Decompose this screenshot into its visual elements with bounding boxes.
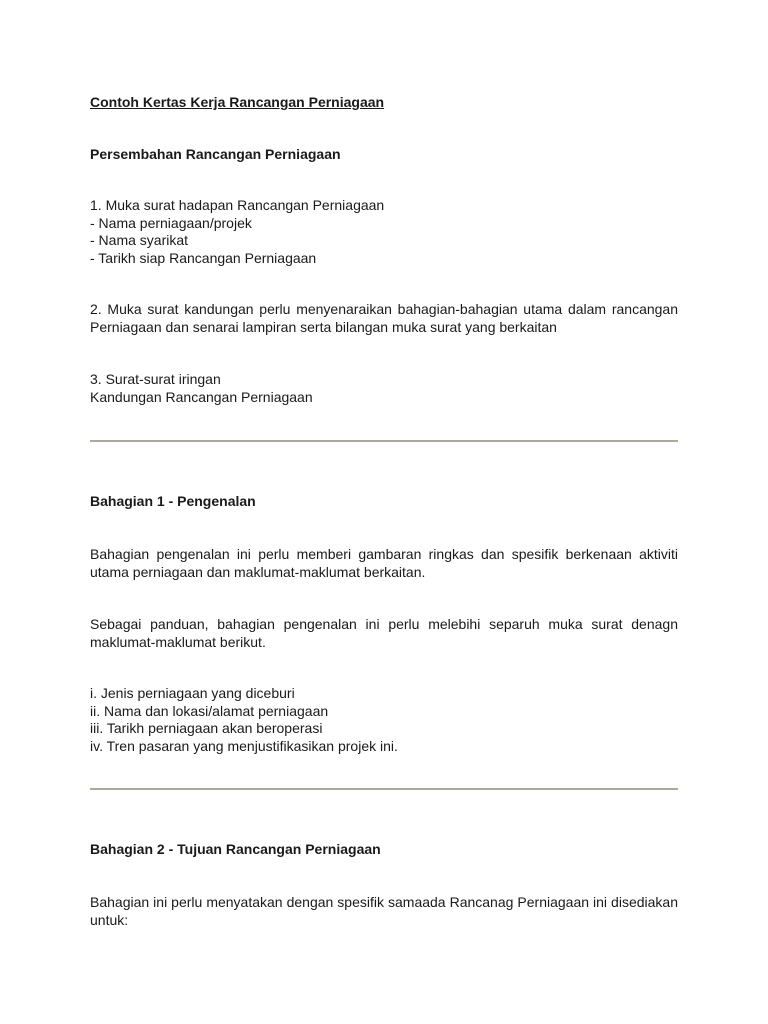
front-page-item-title: 1. Muka surat hadapan Rancangan Perniagaan [90, 197, 385, 213]
section-divider [90, 440, 678, 442]
cover-letters-title: 3. Surat-surat iringan [90, 371, 221, 387]
document-title: Contoh Kertas Kerja Rancangan Perniagaan [90, 94, 385, 110]
front-page-bullet: - Nama perniagaan/projek [90, 214, 252, 231]
section1-paragraph: Bahagian pengenalan ini perlu memberi gambaran ringkas dan spesifik berkenaan aktiviti utama perniagaan dan maklumat-maklumat berkaitan. [90, 546, 678, 580]
presentation-heading: Persembahan Rancangan Perniagaan [90, 146, 341, 162]
section1-heading: Bahagian 1 - Pengenalan [90, 493, 256, 509]
section2-heading: Bahagian 2 - Tujuan Rancangan Perniagaan [90, 841, 381, 857]
list-item: i. Jenis perniagaan yang diceburi [90, 685, 295, 701]
front-page-bullet: - Nama syarikat [90, 232, 189, 248]
cover-letters-item [90, 371, 678, 406]
section1-list [90, 685, 678, 755]
section2-paragraph: Bahagian ini perlu menyatakan dengan spesifik samaada Rancanag Perniagaan ini disediakan untuk: [90, 894, 678, 928]
list-item: iii. Tarikh perniagaan akan beroperasi [90, 720, 323, 736]
contents-subtitle: Kandungan Rancangan Perniagaan [90, 388, 313, 405]
front-page-bullet: - Tarikh siap Rancangan Perniagaan [90, 249, 317, 266]
list-item: iv. Tren pasaran yang menjustifikasikan projek ini. [90, 737, 398, 754]
front-page-item [90, 197, 678, 267]
list-item: ii. Nama dan lokasi/alamat perniagaan [90, 702, 329, 719]
section1-paragraph: Sebagai panduan, bahagian pengenalan ini perlu melebihi separuh muka surat denagn maklumat-maklumat berikut. [90, 616, 678, 650]
section-divider [90, 788, 678, 790]
contents-page-item: 2. Muka surat kandungan perlu menyenaraikan bahagian-bahagian utama dalam rancangan Perniagaan dan senarai lampiran serta bilangan muka surat yang berkaitan [90, 301, 678, 335]
